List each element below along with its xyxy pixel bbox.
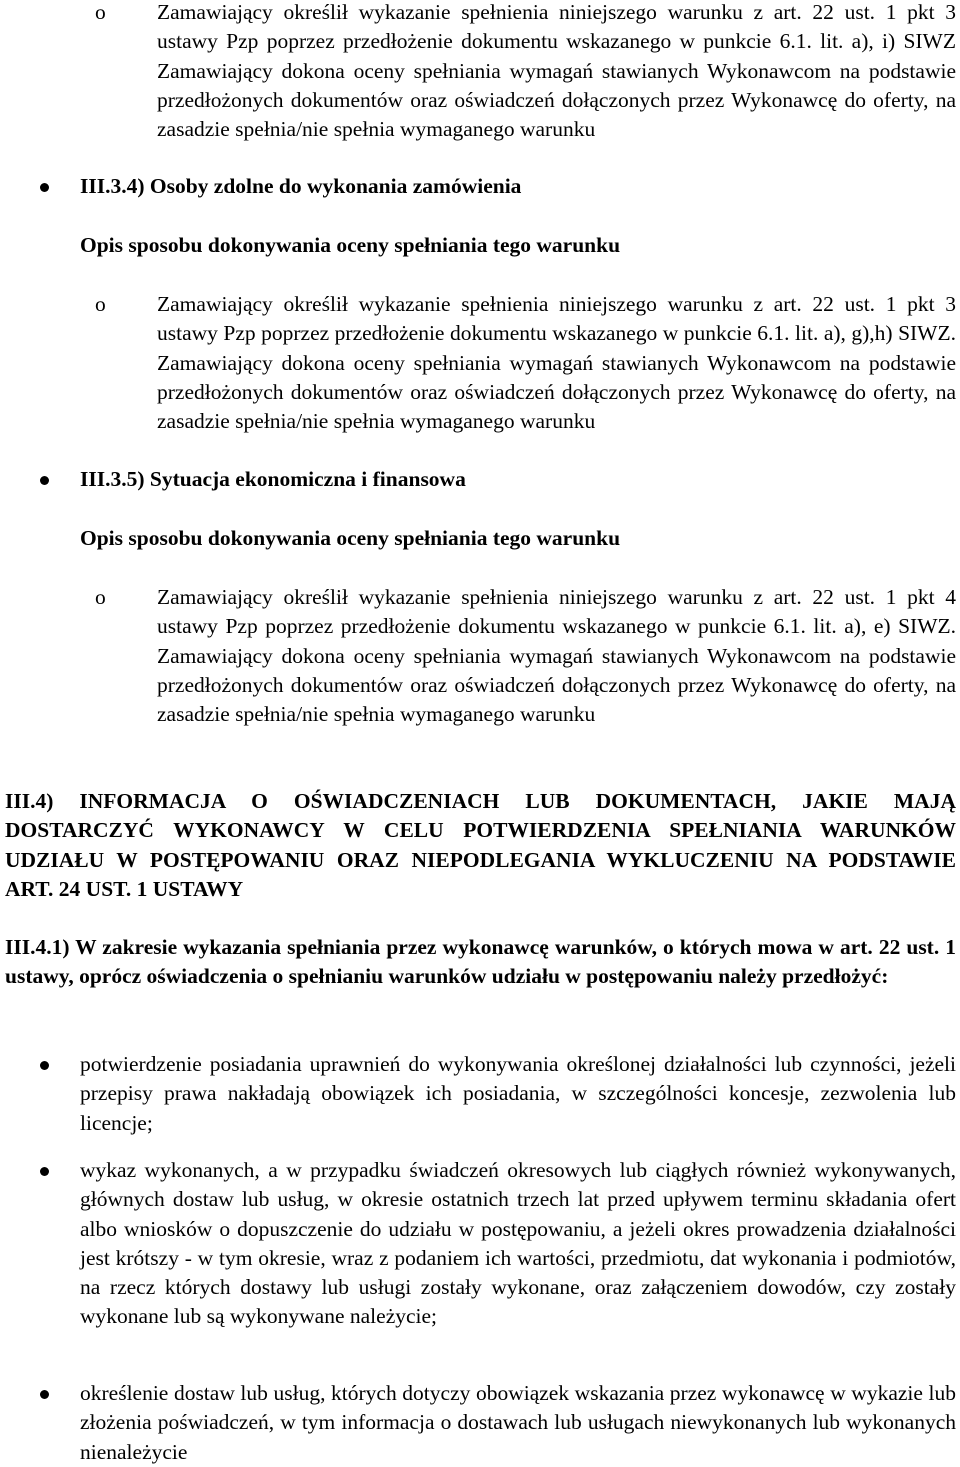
list-item-wykaz: wykaz wykonanych, a w przypadku świadczeń okresowych lub ciągłych również wykonywanych, głównych dostaw lub usług, w okresie ostatnich trzech lat przed upływem terminu składania ofert albo wniosków o dopuszczenie do udziału w postępowaniu, a jeżeli okres prowadzenia działalności jest krótszy - w tym okresie, wraz z podaniem ich wartości, przedmiotu, dat wykonania i podmiotów, na rzecz których dostawy lub usługi zostały wykonane, oraz załączeniem dowodów, czy zostały wykonane lub są wykonywane należycie;: [80, 1158, 956, 1329]
heading-iii-4-1: III.4.1) W zakresie wykazania spełniania przez wykonawcę warunków, o których mowa w art. 22 ust. 1 ustawy, oprócz oświadczenia o spełnianiu warunków udziału w postępowaniu należy przedłożyć:: [5, 935, 956, 989]
heading-iii-3-4: III.3.4) Osoby zdolne do wykonania zamówienia: [80, 174, 522, 198]
bullet-icon: [40, 1061, 49, 1070]
heading-opis-sposobu-1: Opis sposobu dokonywania oceny spełniania tego warunku: [80, 233, 621, 257]
heading-iii-3-5: III.3.5) Sytuacja ekonomiczna i finansowa: [80, 467, 466, 491]
list-marker: o: [95, 0, 106, 24]
list-marker: o: [95, 292, 106, 316]
heading-opis-sposobu-2: Opis sposobu dokonywania oceny spełniania tego warunku: [80, 526, 621, 550]
list-item-okreslenie: określenie dostaw lub usług, których dotyczy obowiązek wskazania przez wykonawcę w wykazie lub złożenia poświadczeń, w tym informacja o dostawach lub usługach niewykonanych lub wykonanych nienależycie: [80, 1381, 956, 1464]
bullet-icon: [40, 1390, 49, 1399]
bullet-icon: [40, 183, 49, 192]
list-marker: o: [95, 585, 106, 609]
bullet-icon: [40, 476, 49, 485]
paragraph-zamawiajacy-1: Zamawiający określił wykazanie spełnienia niniejszego warunku z art. 22 ust. 1 pkt 3 ustawy Pzp poprzez przedłożenie dokumentu wskazanego w punkcie 6.1. lit. a), i) SIWZ Zamawiający dokona oceny spełniania wymagań stawianych Wykonawcom na podstawie przedłożonych dokumentów oraz oświadczeń dołączonych przez Wykonawcę do oferty, na zasadzie spełnia/nie spełnia wymaganego warunku: [157, 0, 956, 142]
heading-iii-4: III.4) INFORMACJA O OŚWIADCZENIACH LUB DOKUMENTACH, JAKIE MAJĄ DOSTARCZYĆ WYKONAWCY W CELU POTWIERDZENIA SPEŁNIANIA WARUNKÓW UDZIAŁU W POSTĘPOWANIU ORAZ NIEPODLEGANIA WYKLUCZENIU NA PODSTAWIE ART. 24 UST. 1 USTAWY: [5, 789, 956, 901]
bullet-icon: [40, 1167, 49, 1176]
paragraph-zamawiajacy-3: Zamawiający określił wykazanie spełnienia niniejszego warunku z art. 22 ust. 1 pkt 4 ustawy Pzp poprzez przedłożenie dokumentu wskazanego w punkcie 6.1. lit. a), e) SIWZ. Zamawiający dokona oceny spełniania wymagań stawianych Wykonawcom na podstawie przedłożonych dokumentów oraz oświadczeń dołączonych przez Wykonawcę do oferty, na zasadzie spełnia/nie spełnia wymaganego warunku: [157, 585, 956, 727]
list-item-uprawnienia: potwierdzenie posiadania uprawnień do wykonywania określonej działalności lub czynności, jeżeli przepisy prawa nakładają obowiązek ich posiadania, w szczególności koncesje, zezwolenia lub licencje;: [80, 1052, 956, 1135]
paragraph-zamawiajacy-2: Zamawiający określił wykazanie spełnienia niniejszego warunku z art. 22 ust. 1 pkt 3 ustawy Pzp poprzez przedłożenie dokumentu wskazanego w punkcie 6.1. lit. a), g),h) SIWZ. Zamawiający dokona oceny spełniania wymagań stawianych Wykonawcom na podstawie przedłożonych dokumentów oraz oświadczeń dołączonych przez Wykonawcę do oferty, na zasadzie spełnia/nie spełnia wymaganego warunku: [157, 292, 956, 434]
